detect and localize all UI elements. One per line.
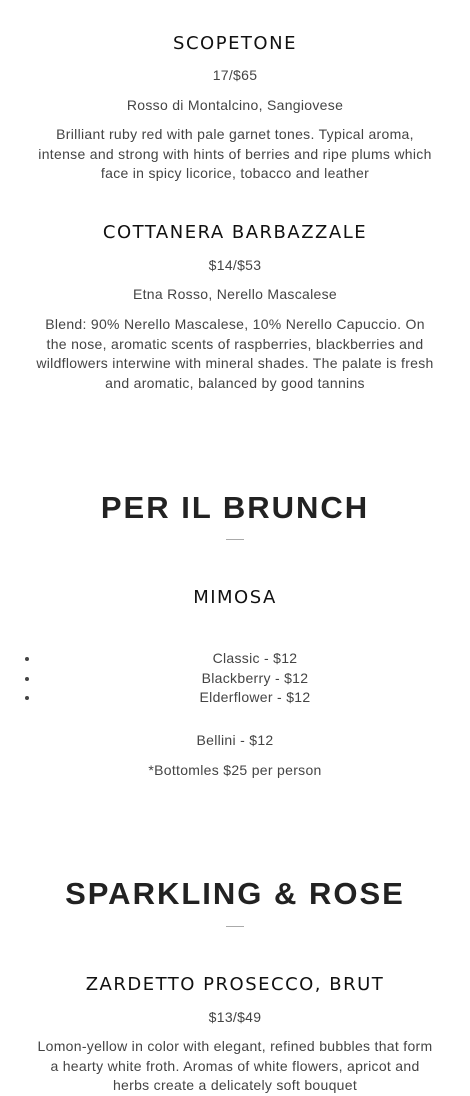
list-item: • Blackberry - $12 (40, 669, 470, 689)
section-title: SPARKLING & ROSE (65, 876, 405, 911)
mimosa-item (0, 587, 470, 609)
mimosa-name: MIMOSA (193, 587, 277, 608)
bottomless-note: *Bottomles $25 per person (148, 762, 322, 778)
section-divider (226, 539, 244, 540)
list-item: • Classic - $12 (40, 649, 470, 669)
section-header-brunch (0, 490, 470, 526)
wine-name: ZARDETTO PROSECCO, BRUT (85, 974, 385, 995)
wine-item-zardetto (0, 974, 470, 996)
list-item: • Elderflower - $12 (40, 688, 470, 708)
section-divider (226, 926, 244, 927)
wine-description: Lomon-yellow in color with elegant, refined bubbles that form a hearty white froth. Aromas of white flowers, apricot and herbs create a delicately soft bouquet (37, 1038, 433, 1094)
wine-description: Blend: 90% Nerello Mascalese, 10% Nerello Capuccio. On the nose, aromatic scents of raspberries, blackberries and wildflowers interwine with mineral shades. The palate is fresh and aromatic, balanced by good tannins (36, 316, 434, 391)
bellini-item: Bellini - $12 (196, 732, 274, 748)
wine-price: $14/$53 (208, 257, 262, 273)
wine-origin: Rosso di Montalcino, Sangiovese (126, 97, 344, 113)
wine-origin: Etna Rosso, Nerello Mascalese (132, 286, 337, 302)
wine-item-scopetone (0, 33, 470, 55)
section-title: PER IL BRUNCH (100, 490, 370, 525)
wine-item-cottanera (0, 222, 470, 244)
mimosa-options-list (0, 649, 470, 708)
wine-name: COTTANERA BARBAZZALE (102, 222, 368, 243)
wine-price: $13/$49 (208, 1009, 262, 1025)
wine-price: 17/$65 (212, 67, 258, 83)
wine-description: Brilliant ruby red with pale garnet tones. Typical aroma, intense and strong with hints of berries and ripe plums which face in spicy licorice, tobacco and leather (38, 126, 432, 182)
wine-name: SCOPETONE (173, 33, 297, 54)
section-header-sparkling (0, 876, 470, 912)
